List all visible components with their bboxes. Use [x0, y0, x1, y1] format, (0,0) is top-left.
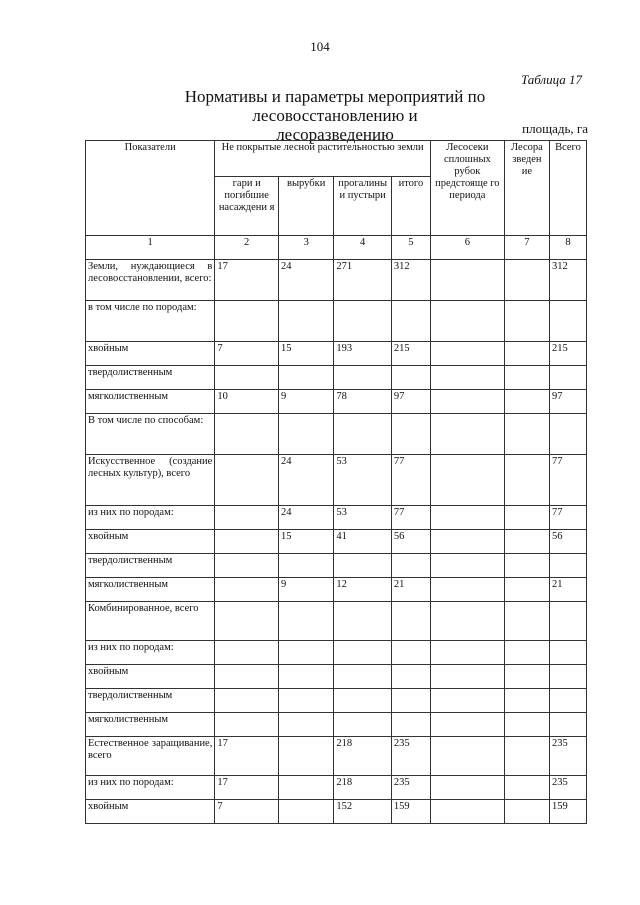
title-line-1: Нормативы и параметры мероприятий по лесовосстановлению и [184, 87, 486, 125]
column-index: 5 [391, 236, 430, 260]
row-label: Комбинированное, всего [86, 602, 215, 641]
cell-value [215, 414, 279, 455]
row-label: Земли, нуждающиеся в лесовосстановлении, всего: [86, 260, 215, 301]
cell-value [504, 554, 549, 578]
row-label: в том числе по породам: [86, 301, 215, 342]
cell-value [278, 776, 333, 800]
header-total: итого [391, 177, 430, 236]
cell-value [549, 689, 586, 713]
cell-value [430, 641, 504, 665]
page-number: 104 [310, 39, 330, 54]
cell-value: 271 [334, 260, 391, 301]
cell-value [430, 776, 504, 800]
cell-value [504, 342, 549, 366]
reforestation-table [85, 140, 587, 824]
cell-value [278, 554, 333, 578]
cell-value [215, 455, 279, 506]
cell-value [334, 366, 391, 390]
header-burns: гари и погибшие насаждени я [215, 177, 279, 236]
cell-value [549, 641, 586, 665]
cell-value [504, 390, 549, 414]
table-row [86, 414, 587, 455]
table-row [86, 342, 587, 366]
table-row [86, 602, 587, 641]
row-label: твердолиственным [86, 554, 215, 578]
table-row [86, 260, 587, 301]
row-label: В том числе по способам: [86, 414, 215, 455]
column-index: 7 [504, 236, 549, 260]
cell-value [504, 260, 549, 301]
cell-value: 77 [391, 506, 430, 530]
cell-value [504, 414, 549, 455]
cell-value: 218 [334, 776, 391, 800]
row-label: хвойным [86, 342, 215, 366]
cell-value: 12 [334, 578, 391, 602]
cell-value [215, 665, 279, 689]
column-index: 4 [334, 236, 391, 260]
cell-value: 152 [334, 800, 391, 824]
cell-value: 159 [549, 800, 586, 824]
cell-value: 235 [549, 737, 586, 776]
cell-value [278, 665, 333, 689]
cell-value [504, 641, 549, 665]
cell-value [334, 641, 391, 665]
title-line-2: лесоразведению [276, 125, 394, 144]
cell-value [504, 776, 549, 800]
row-label: хвойным [86, 665, 215, 689]
cell-value [391, 641, 430, 665]
cell-value [504, 506, 549, 530]
header-clearings: вырубки [278, 177, 333, 236]
cell-value: 312 [391, 260, 430, 301]
cell-value [549, 713, 586, 737]
row-label: хвойным [86, 530, 215, 554]
cell-value: 235 [549, 776, 586, 800]
cell-value: 215 [549, 342, 586, 366]
cell-value [504, 530, 549, 554]
cell-value [430, 578, 504, 602]
cell-value: 78 [334, 390, 391, 414]
cell-value [504, 800, 549, 824]
cell-value [391, 689, 430, 713]
header-afforestation: Лесора зведен ие [504, 141, 549, 236]
cell-value [334, 689, 391, 713]
cell-value: 77 [549, 455, 586, 506]
cell-value [549, 602, 586, 641]
cell-value [278, 800, 333, 824]
cell-value: 15 [278, 530, 333, 554]
unit-label: площадь, га [522, 121, 588, 136]
table-row [86, 689, 587, 713]
cell-value: 17 [215, 260, 279, 301]
cell-value: 24 [278, 455, 333, 506]
cell-value [391, 602, 430, 641]
table-row [86, 530, 587, 554]
table-row [86, 737, 587, 776]
cell-value [504, 689, 549, 713]
table-row [86, 776, 587, 800]
cell-value: 53 [334, 455, 391, 506]
cell-value: 24 [278, 506, 333, 530]
row-label: твердолиственным [86, 366, 215, 390]
cell-value [215, 366, 279, 390]
header-all: Всего [549, 141, 586, 236]
cell-value [430, 301, 504, 342]
column-index: 3 [278, 236, 333, 260]
column-index: 2 [215, 236, 279, 260]
cell-value [278, 713, 333, 737]
table-row [86, 665, 587, 689]
cell-value [549, 414, 586, 455]
cell-value: 10 [215, 390, 279, 414]
cell-value [334, 713, 391, 737]
cell-value [430, 713, 504, 737]
cell-value [215, 578, 279, 602]
table-row [86, 800, 587, 824]
header-indicators: Показатели [86, 141, 215, 236]
cell-value [334, 665, 391, 689]
cell-value [430, 342, 504, 366]
cell-value: 56 [549, 530, 586, 554]
cell-value: 56 [391, 530, 430, 554]
cell-value [430, 665, 504, 689]
cell-value [278, 366, 333, 390]
table-row [86, 641, 587, 665]
cell-value [215, 506, 279, 530]
cell-value: 7 [215, 800, 279, 824]
cell-value: 215 [391, 342, 430, 366]
cell-value [215, 641, 279, 665]
row-label: из них по породам: [86, 641, 215, 665]
cell-value [215, 602, 279, 641]
table-row [86, 506, 587, 530]
cell-value [215, 554, 279, 578]
cell-value [430, 260, 504, 301]
table-row [86, 390, 587, 414]
cell-value [430, 530, 504, 554]
table-row [86, 554, 587, 578]
cell-value [430, 366, 504, 390]
cell-value [334, 414, 391, 455]
cell-value: 9 [278, 390, 333, 414]
cell-value [278, 737, 333, 776]
column-index: 6 [430, 236, 504, 260]
cell-value [391, 366, 430, 390]
cell-value [504, 578, 549, 602]
cell-value [504, 737, 549, 776]
cell-value [504, 713, 549, 737]
table-row [86, 455, 587, 506]
cell-value [391, 414, 430, 455]
cell-value [504, 665, 549, 689]
cell-value [215, 530, 279, 554]
cell-value [278, 414, 333, 455]
cell-value: 77 [391, 455, 430, 506]
cell-value: 9 [278, 578, 333, 602]
cell-value [278, 301, 333, 342]
cell-value [278, 641, 333, 665]
cell-value: 235 [391, 737, 430, 776]
cell-value [430, 737, 504, 776]
cell-value [334, 301, 391, 342]
cell-value [334, 602, 391, 641]
cell-value [549, 554, 586, 578]
cell-value [430, 689, 504, 713]
cell-value [215, 301, 279, 342]
cell-value [430, 602, 504, 641]
cell-value [430, 390, 504, 414]
table-label: Таблица 17 [520, 72, 582, 87]
cell-value: 235 [391, 776, 430, 800]
table-row [86, 713, 587, 737]
cell-value [430, 506, 504, 530]
cell-value [430, 414, 504, 455]
cell-value: 24 [278, 260, 333, 301]
table-title [110, 87, 560, 144]
cell-value: 17 [215, 737, 279, 776]
cell-value [215, 689, 279, 713]
cell-value: 15 [278, 342, 333, 366]
column-index: 8 [549, 236, 586, 260]
cell-value [391, 665, 430, 689]
header-not-covered: Не покрытые лесной растительностью земли [215, 141, 431, 177]
cell-value [549, 665, 586, 689]
cell-value [504, 366, 549, 390]
row-label: хвойным [86, 800, 215, 824]
cell-value [278, 602, 333, 641]
cell-value: 41 [334, 530, 391, 554]
column-index: 1 [86, 236, 215, 260]
row-label: мягколиственным [86, 578, 215, 602]
row-label: твердолиственным [86, 689, 215, 713]
cell-value: 97 [549, 390, 586, 414]
table-row [86, 366, 587, 390]
column-index-row [86, 236, 587, 260]
header-glades: прогалины и пустыри [334, 177, 391, 236]
cell-value: 77 [549, 506, 586, 530]
row-label: мягколиственным [86, 390, 215, 414]
row-label: мягколиственным [86, 713, 215, 737]
row-label: из них по породам: [86, 776, 215, 800]
cell-value [334, 554, 391, 578]
row-label: Искусственное (создание лесных культур), всего [86, 455, 215, 506]
cell-value [430, 554, 504, 578]
cell-value: 17 [215, 776, 279, 800]
row-label: Естественное заращивание, всего [86, 737, 215, 776]
cell-value [278, 689, 333, 713]
cell-value [504, 602, 549, 641]
header-cutting-areas: Лесосеки сплошных рубок предстояще го периода [430, 141, 504, 236]
table-row [86, 301, 587, 342]
cell-value [391, 554, 430, 578]
cell-value: 21 [549, 578, 586, 602]
cell-value [549, 366, 586, 390]
cell-value: 159 [391, 800, 430, 824]
cell-value: 21 [391, 578, 430, 602]
cell-value: 97 [391, 390, 430, 414]
cell-value: 218 [334, 737, 391, 776]
cell-value: 312 [549, 260, 586, 301]
cell-value [391, 713, 430, 737]
cell-value [430, 455, 504, 506]
cell-value [430, 800, 504, 824]
cell-value [504, 455, 549, 506]
cell-value: 53 [334, 506, 391, 530]
cell-value [549, 301, 586, 342]
cell-value [504, 301, 549, 342]
cell-value: 7 [215, 342, 279, 366]
row-label: из них по породам: [86, 506, 215, 530]
cell-value [391, 301, 430, 342]
table-row [86, 578, 587, 602]
cell-value [215, 713, 279, 737]
cell-value: 193 [334, 342, 391, 366]
